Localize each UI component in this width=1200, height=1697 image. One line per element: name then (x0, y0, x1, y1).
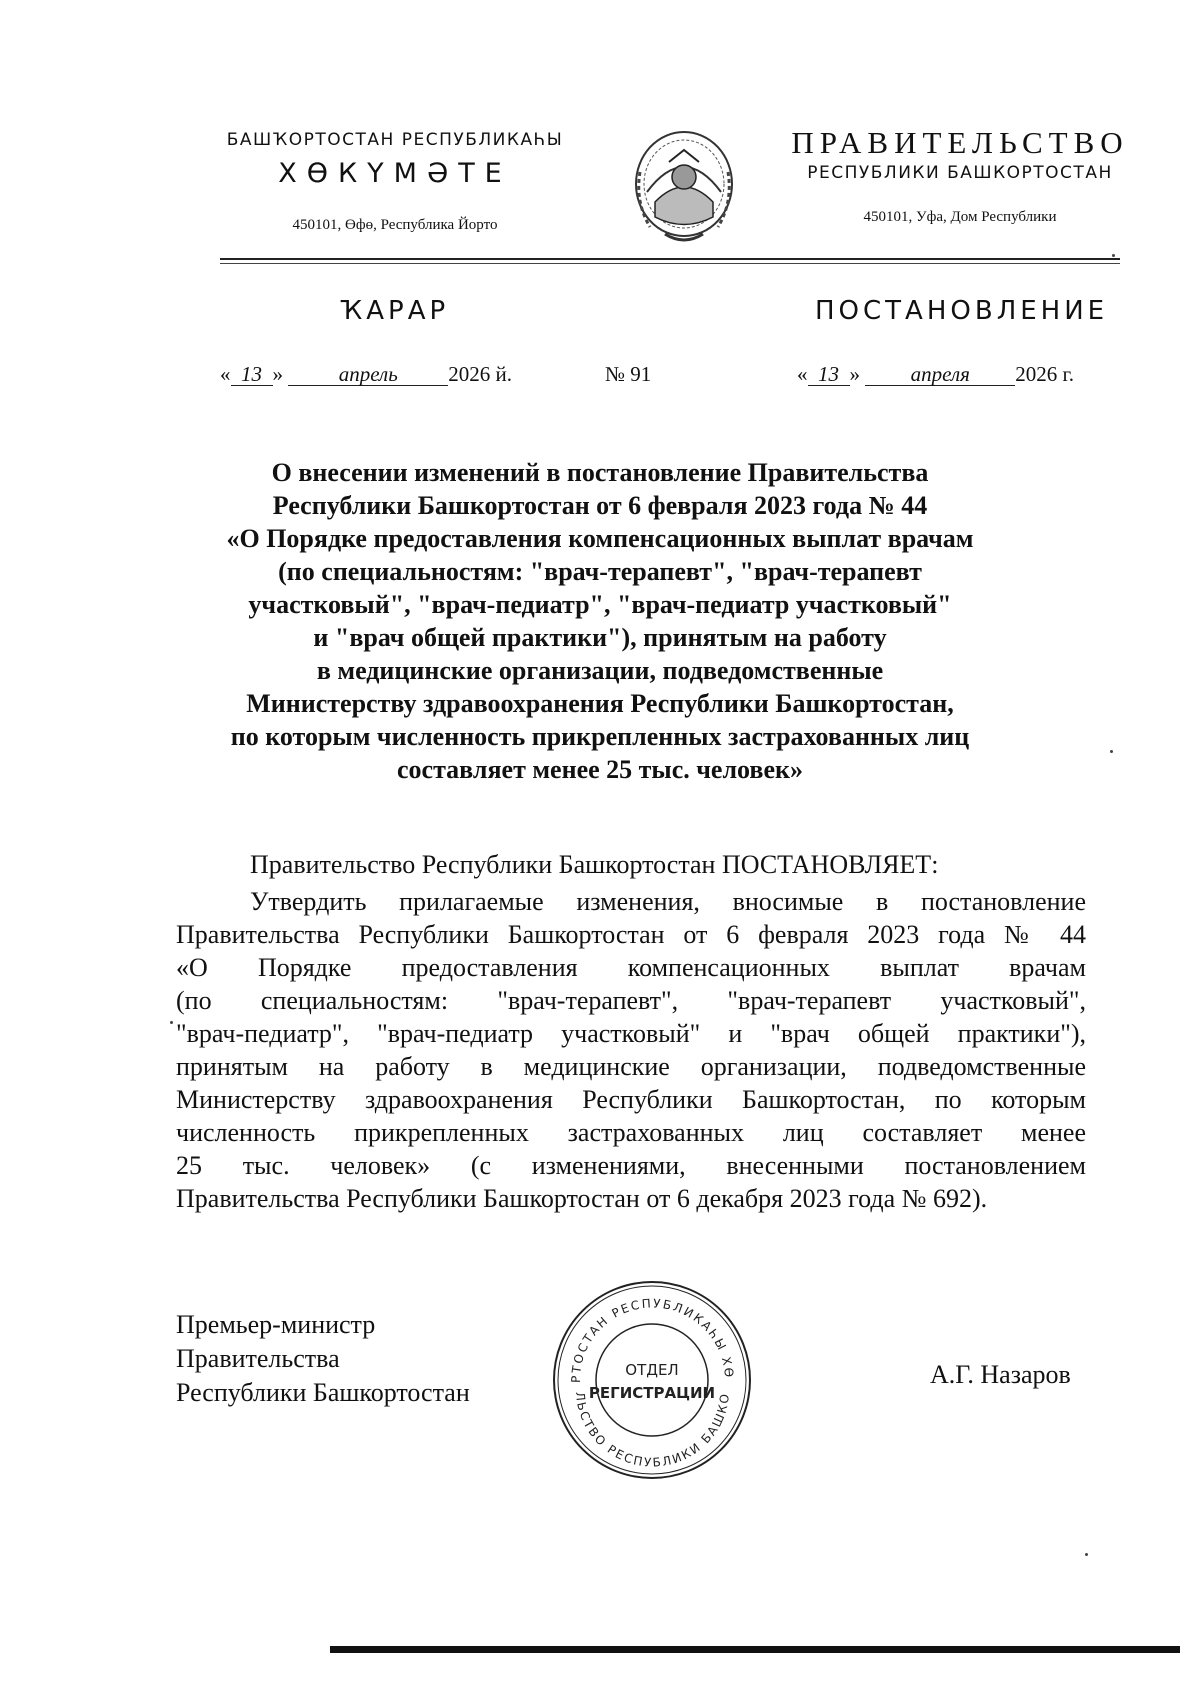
title-line: Министерству здравоохранения Республики Башкортостан, (246, 689, 954, 718)
coat-of-arms-emblem (625, 122, 743, 252)
body-line: 25 тыс. человек» (с изменениями, внесенными постановлением (176, 1151, 1086, 1180)
date-right-month: апреля (865, 363, 1015, 386)
header-left-line2: ХӨКҮМӘТЕ (278, 158, 512, 189)
signer-name: А.Г. Назаров (930, 1360, 1071, 1389)
date-left-day: 13 (231, 363, 273, 386)
header-right (780, 125, 1140, 226)
date-right-close: » (849, 362, 860, 386)
header-rule-thin (220, 263, 1120, 264)
title-line: Республики Башкортостан от 6 февраля 2023 года № 44 (272, 491, 928, 520)
scan-speck (1110, 750, 1113, 753)
header-rule (220, 258, 1120, 260)
resolves-statement: Правительство Республики Башкортостан ПОСТАНОВЛЯЕТ: (250, 850, 939, 879)
body-line: «О Порядке предоставления компенсационных выплат врачам (176, 953, 1086, 982)
seal-center-line2: РЕГИСТРАЦИИ (588, 1384, 716, 1402)
title-line: по которым численность прикрепленных застрахованных лиц (230, 722, 970, 751)
scan-footer-bar (330, 1646, 1180, 1653)
signature-position (176, 1308, 470, 1410)
body-line: Правительства Республики Башкортостан от 6 февраля 2023 года № 44 (176, 920, 1086, 949)
registration-seal (550, 1278, 755, 1483)
document-number: № 91 (605, 362, 652, 386)
title-line: и "врач общей практики"), принятым на работу (313, 623, 887, 652)
date-right-open: « (797, 362, 808, 386)
title-line: (по специальностям: "врач-терапевт", "врач-терапевт (278, 557, 922, 586)
date-left-open: « (220, 362, 231, 386)
document-title (160, 456, 1040, 786)
body-line: "врач-педиатр", "врач-педиатр участковый" и "врач общей практики"), (176, 1019, 1086, 1048)
header-right-line1: ПРАВИТЕЛЬСТВО (791, 125, 1129, 160)
seal-ring-bottom-text: ЛЬСТВО РЕСПУБЛИКИ БАШКО (572, 1391, 733, 1470)
signature-position-line: Правительства (176, 1344, 340, 1373)
seal-center-line1: ОТДЕЛ (625, 1361, 679, 1379)
doc-type-left: ҠАРАР (340, 296, 450, 326)
signature-position-line: Республики Башкортостан (176, 1378, 470, 1407)
signature-position-line: Премьер-министр (176, 1310, 376, 1339)
scan-speck (1112, 254, 1115, 257)
header-left-line1: БАШҠОРТОСТАН РЕСПУБЛИКАҺЫ (226, 130, 564, 150)
title-line: «О Порядке предоставления компенсационных выплат врачам (226, 524, 974, 553)
header-left-address: 450101, Өфө, Республика Йорто (292, 217, 498, 233)
document-body (176, 885, 1086, 1215)
body-line: численность прикрепленных застрахованных лиц составляет менее (176, 1118, 1086, 1147)
body-line: принятым на работу в медицинские организации, подведомственные (176, 1052, 1086, 1081)
date-right-day: 13 (808, 363, 850, 386)
header-right-address: 450101, Уфа, Дом Республики (863, 209, 1057, 225)
scan-speck (1085, 1553, 1088, 1556)
title-line: участковый", "врач-педиатр", "врач-педиатр участковый" (248, 590, 952, 619)
doc-type-right: ПОСТАНОВЛЕНИЕ (815, 296, 1109, 326)
header-right-line2: РЕСПУБЛИКИ БАШКОРТОСТАН (807, 163, 1113, 183)
title-line: в медицинские организации, подведомственные (316, 656, 884, 685)
seal-ring-top-text: РТОСТАН РЕСПУБЛИКАҺЫ ХӨ (568, 1296, 737, 1384)
body-line: Министерству здравоохранения Республики Башкортостан, по которым (176, 1085, 1086, 1114)
date-left-year: 2026 й. (448, 362, 512, 386)
body-line: Утвердить прилагаемые изменения, вносимые в постановление (250, 887, 1086, 916)
date-left-close: » (272, 362, 283, 386)
date-left-month: апрель (288, 363, 448, 386)
scan-speck (170, 1021, 173, 1024)
title-line: составляет менее 25 тыс. человек» (397, 755, 803, 784)
date-left (220, 362, 512, 387)
date-right (797, 362, 1074, 387)
body-line: (по специальностям: "врач-терапевт", "врач-терапевт участковый", (176, 986, 1086, 1015)
header-left (190, 130, 600, 234)
date-right-year: 2026 г. (1015, 362, 1074, 386)
title-line: О внесении изменений в постановление Правительства (271, 458, 929, 487)
body-line: Правительства Республики Башкортостан от 6 декабря 2023 года № 692). (176, 1184, 988, 1213)
